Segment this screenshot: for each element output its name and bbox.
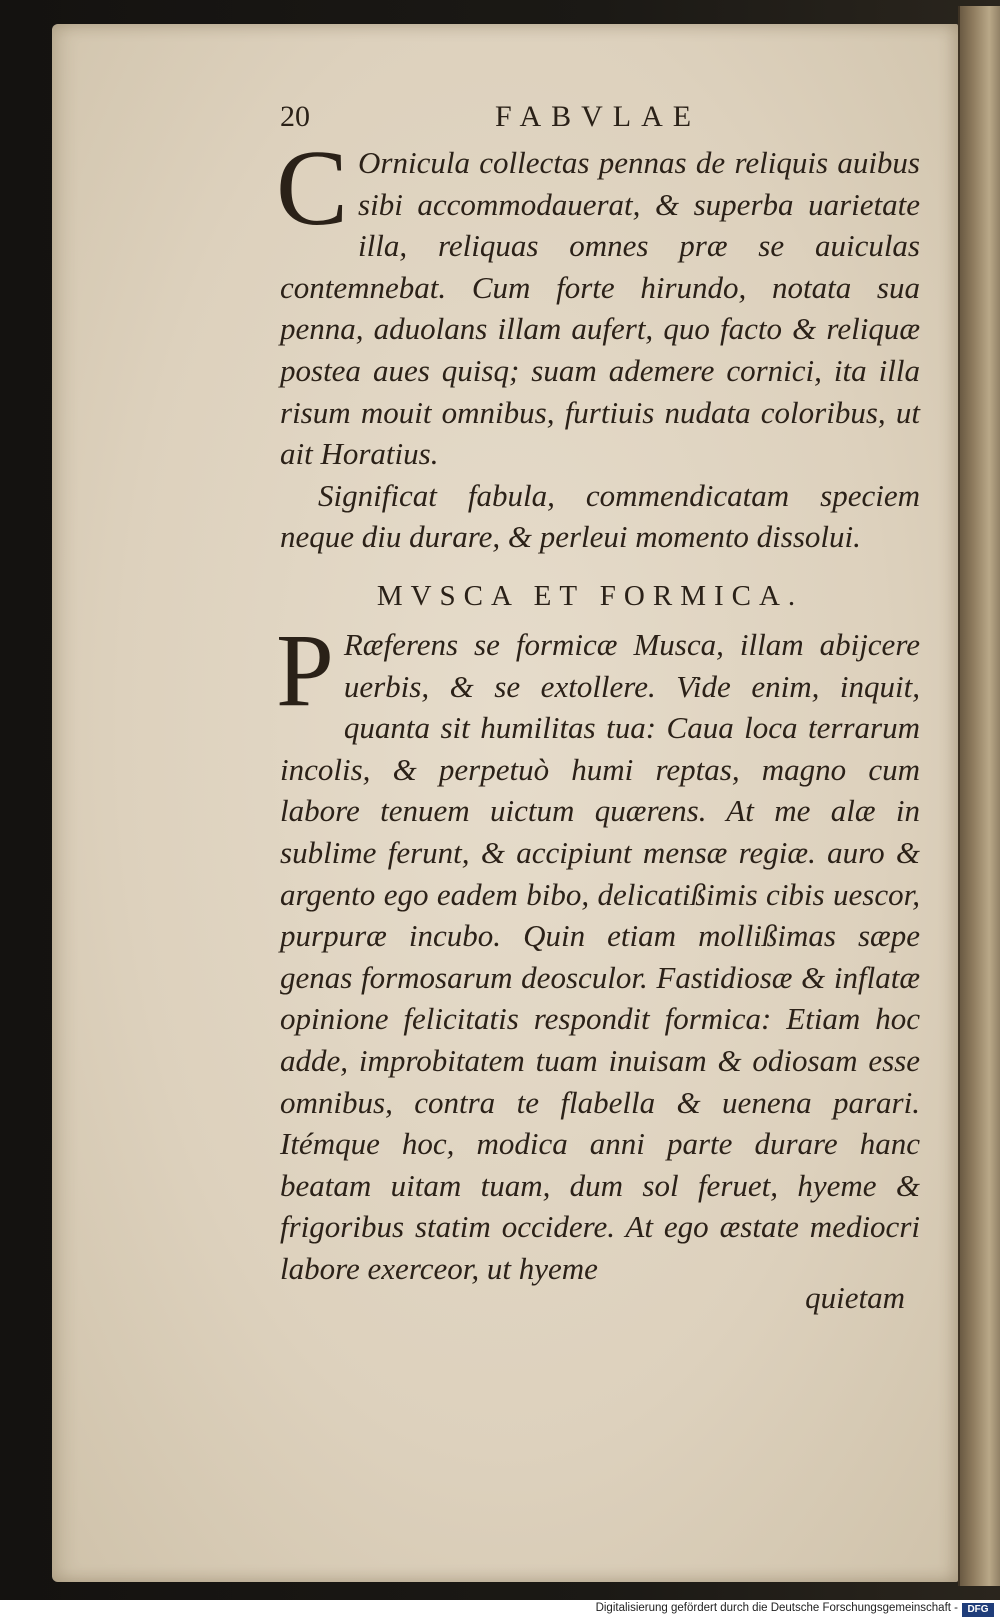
- dfg-logo: DFG: [962, 1603, 994, 1617]
- fable-musca: [276, 613, 920, 1290]
- running-title: FABVLAE: [495, 100, 702, 133]
- fable-musca-body: Ræferens se formicæ Musca, illam abijcere uerbis, & se extollere. Vide enim, inquit, quanta sit humilitas tua: Caua loca terrarum incolis, & perpetuò humi reptas, magno cum labore tenuem uictum quærens. At me alæ in sublime ferunt, & accipiunt mensæ regiæ. auro & argento ego eadem bibo, delicatißimis cibis uescor, purpuræ incubo. Quin etiam mollißimas sæpe genas formosarum deosculor. Fastidiosæ & inflatæ opinione felicitatis respondit formica: Etiam hoc adde, improbitatem tuam inuisam & odiosam esse omnibus, contra te flabella & uenena parari. Itémque hoc, modica anni parte durare hanc beatam uitam tuam, dum sol feruet, hyeme & frigoribus statim occidere. At ego æstate mediocri labore exerceor, ut hyeme: [280, 627, 920, 1286]
- footer-credit: Digitalisierung gefördert durch die Deutsche Forschungsgemeinschaft -: [595, 1602, 958, 1614]
- fable-title-musca-et-formica: MVSCA ET FORMICA.: [376, 580, 804, 612]
- book-page-edge: [958, 6, 1000, 1586]
- catchword: quietam: [805, 1280, 905, 1315]
- fable-cornicula: [276, 129, 920, 558]
- fable-cornicula-body: Ornicula collectas pennas de reliquis auibus sibi accommodauerat, & superba uarietate illa, reliquas omnes præ se auiculas contemnebat. Cum forte hirundo, notata sua penna, aduolans illam aufert, quo facto & reliquæ postea aues quisq; suam ademere cornici, ita illa risum mouit omnibus, furtiuis nudata coloribus, ut ait Horatius.: [280, 145, 920, 472]
- fable-cornicula-moral: Significat fabula, commendicatam speciem neque diu durare, & perleui momento dissolui.: [280, 477, 920, 555]
- running-head: [280, 100, 900, 140]
- page-number: 20: [280, 100, 310, 133]
- digitization-footer: [0, 1600, 1000, 1620]
- dropcap-c: C: [276, 129, 349, 248]
- fable-cornicula-text: [276, 129, 920, 475]
- dropcap-p: P: [276, 613, 334, 728]
- fable-musca-text: [276, 613, 920, 1290]
